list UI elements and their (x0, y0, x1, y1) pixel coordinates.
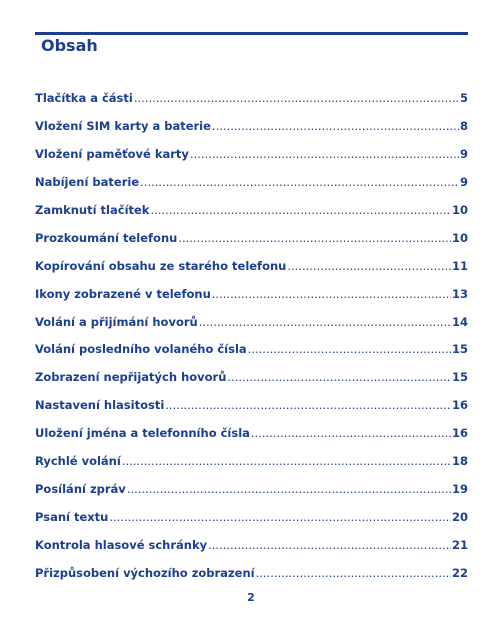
toc-leader-dots (134, 91, 459, 105)
toc-leader-dots (248, 342, 451, 356)
toc-entry-page: 16 (451, 398, 468, 413)
toc-entry-page: 9 (459, 174, 468, 189)
toc-leader-dots (227, 370, 451, 384)
page-title: Obsah (41, 36, 98, 55)
toc-entry[interactable] (35, 203, 468, 231)
toc-entry-label: Psaní textu (35, 510, 109, 525)
toc-entry-label: Rychlé volání (35, 454, 121, 469)
toc-leader-dots (122, 454, 451, 468)
toc-entry-label: Nabíjení baterie (35, 174, 140, 189)
toc-entry[interactable] (35, 147, 468, 175)
toc-entry[interactable] (35, 426, 468, 454)
toc-entry[interactable] (35, 287, 468, 315)
toc-leader-dots (212, 119, 459, 133)
toc-entry[interactable] (35, 315, 468, 343)
toc-entry-label: Kontrola hlasové schránky (35, 538, 208, 552)
toc-entry-page: 8 (459, 118, 468, 133)
toc-entry[interactable] (35, 566, 468, 594)
toc-entry-page: 19 (451, 482, 468, 497)
toc-entry-label: Vložení SIM karty a baterie (35, 118, 211, 133)
toc-entry-page: 10 (451, 202, 468, 217)
toc-leader-dots (127, 482, 451, 496)
toc-leader-dots (212, 287, 451, 301)
toc-entry-page: 11 (451, 258, 468, 273)
toc-entry-page: 5 (459, 91, 468, 105)
toc-entry-page: 13 (451, 286, 468, 301)
toc-entry-label: Uložení jména a telefonního čísla (35, 426, 250, 441)
toc-leader-dots (199, 315, 451, 329)
toc-entry[interactable] (35, 454, 468, 482)
toc-leader-dots (178, 231, 451, 245)
toc-leader-dots (251, 426, 451, 440)
toc-entry[interactable] (35, 91, 468, 119)
toc-entry-label: Vložení paměťové karty (35, 146, 189, 161)
toc-entry-label: Volání posledního volaného čísla (35, 342, 247, 357)
toc-entry-page: 15 (451, 342, 468, 357)
toc-entry-page: 18 (451, 454, 468, 469)
toc-entry-label: Tlačítka a části (35, 91, 133, 105)
table-of-contents (35, 91, 468, 594)
toc-entry-page: 20 (451, 510, 468, 525)
toc-leader-dots (256, 566, 451, 580)
toc-entry[interactable] (35, 231, 468, 259)
toc-entry-page: 9 (459, 146, 468, 161)
toc-entry-label: Nastavení hlasitosti (35, 398, 165, 413)
title-rule (35, 32, 468, 35)
toc-entry-label: Přizpůsobení výchozího zobrazení (35, 565, 255, 580)
toc-entry-page: 22 (451, 565, 468, 580)
toc-leader-dots (140, 175, 459, 189)
toc-leader-dots (190, 147, 459, 161)
toc-entry[interactable] (35, 342, 468, 370)
toc-entry-page: 10 (451, 230, 468, 245)
toc-entry[interactable] (35, 398, 468, 426)
toc-entry[interactable] (35, 119, 468, 147)
toc-entry-page: 16 (451, 426, 468, 441)
toc-entry[interactable] (35, 370, 468, 398)
toc-entry-label: Kopírování obsahu ze starého telefonu (35, 258, 287, 273)
page-number: 2 (247, 591, 255, 604)
toc-entry-label: Volání a přijímání hovorů (35, 314, 198, 329)
toc-entry-page: 21 (451, 538, 468, 552)
toc-leader-dots (208, 538, 451, 552)
toc-leader-dots (165, 398, 451, 412)
toc-entry[interactable] (35, 482, 468, 510)
toc-leader-dots (287, 259, 451, 273)
toc-entry-label: Zamknutí tlačítek (35, 202, 150, 217)
toc-entry-label: Prozkoumání telefonu (35, 230, 178, 245)
toc-entry-page: 15 (451, 370, 468, 385)
toc-entry[interactable] (35, 175, 468, 203)
toc-entry[interactable] (35, 510, 468, 538)
toc-entry-label: Ikony zobrazené v telefonu (35, 286, 211, 301)
toc-entry-page: 14 (451, 314, 468, 329)
toc-entry[interactable] (35, 538, 468, 566)
toc-entry-label: Posílání zpráv (35, 482, 126, 497)
toc-entry-label: Zobrazení nepřijatých hovorů (35, 370, 227, 385)
toc-leader-dots (150, 203, 451, 217)
toc-entry[interactable] (35, 259, 468, 287)
toc-leader-dots (109, 510, 451, 524)
